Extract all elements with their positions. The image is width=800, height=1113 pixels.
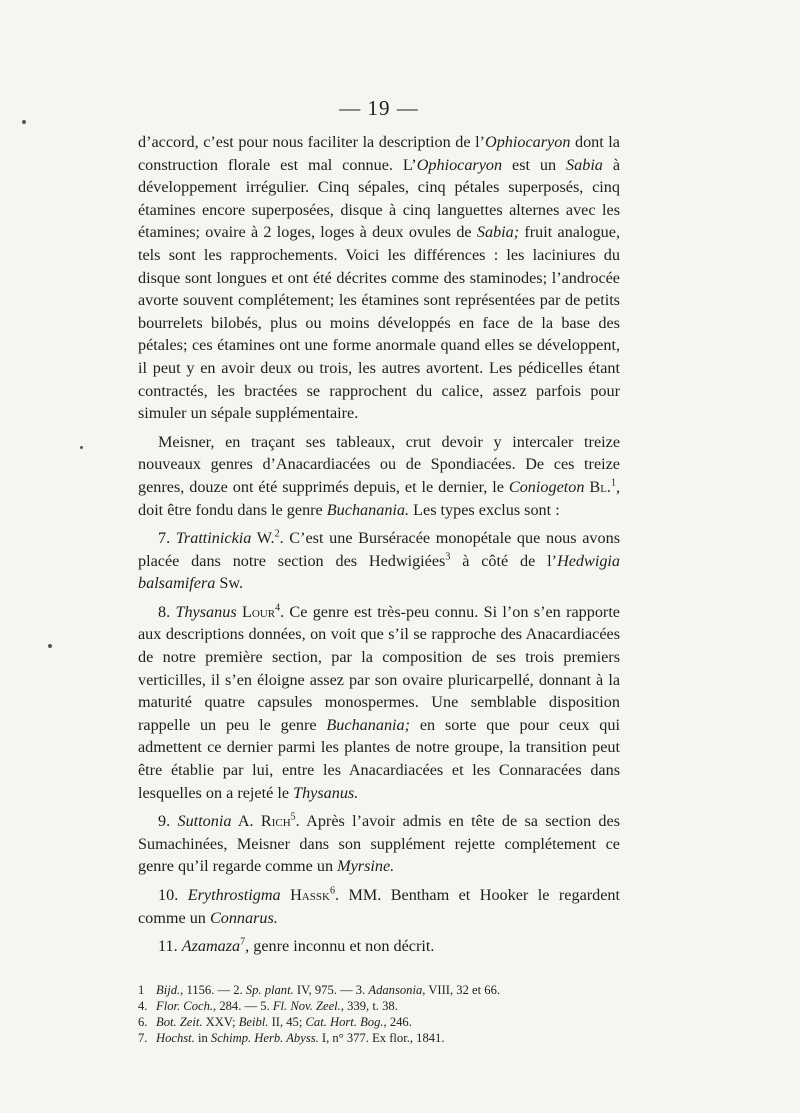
paragraph-2: Meisner, en traçant ses tableaux, crut devoir y intercaler treize nouveaux genres d’Anacardiacées ou de Spondiacées. De ces treize genres, douze ont été supprimés depuis, et le dernier, le Coniogeton Bl.$^1$, doit être fondu dans le genre Buchanania. Les types exclus sont : — [138, 432, 621, 519]
footnote-line-4: 7. Hochst. in Schimp. Herb. Abyss. I, n° 377. Ex flor., 1841. — [138, 1030, 445, 1045]
paragraph-7: 11. Azamaza$^7$, genre inconnu et non décrit. — [158, 936, 435, 956]
footnote-line-3: 6. Bot. Zeit. XXV; Beibl. II, 45; Cat. Hort. Bog., 246. — [138, 1014, 412, 1029]
footnote-line-1: 1 Bijd., 1156. — 2. Sp. plant. IV, 975. — 3. Adansonia, VIII, 32 et 66. — [138, 982, 501, 997]
paragraph-3: 7. Trattinickia W.$^2$. C’est une Burséracée monopétale que nous avons placée dans notre section des Hedwigiées$^3$ à côté de l’Hedwigia balsamifera Sw. — [138, 528, 621, 593]
footnote-line-2: 4. Flor. Coch., 284. — 5. Fl. Nov. Zeel., 339, t. 38. — [138, 998, 398, 1013]
paragraph-4: 8. Thysanus Lour$^4$. Ce genre est très-peu connu. Si l’on s’en rapporte aux descriptions données, on voit que s’il se rapproche des Anacardiacées de notre première section, par la composition de ses trois premiers verticilles, il s’en éloigne assez par son ovaire pluricarpellé, donnant à la maturité quatre capsules monospermes. Une semblable disposition rappelle un peu le genre Buchanania; en sorte que pour ceux qui admettent ce dernier parmi les plantes de notre groupe, la transition peut être établie par lui, entre les Anacardiacées et les Connaracées dans lesquelles on a rejeté le Thysanus. — [138, 602, 620, 802]
paper-speck — [48, 644, 52, 648]
paragraph-5: 9. Suttonia A. Rich$^5$. Après l’avoir admis en tête de sa section des Sumachinées, Meisner dans son supplément rejette complétement ce genre qu’il regarde comme un Myrsine. — [138, 811, 621, 876]
paragraph-1: d’accord, c’est pour nous faciliter la description de l’Ophiocaryon dont la construction florale est mal connue. L’Ophiocaryon est un Sabia à développement irrégulier. Cinq sépales, cinq pétales superposés, cinq étamines encore superposées, disque à cinq languettes alternes avec les étamines; ovaire à 2 loges, loges à deux ovules de Sabia; fruit analogue, tels sont les rapprochements. Voici les différences : les laciniures du disque sont longues et ont été décrites comme des staminodes; l’androcée avorte souvent complétement; les étamines sont représentées par de petits bourrelets bilobés, plus ou moins développés en face de la base des pétales; ces étamines ont une forme anormale quand elles se développent, il peut y en avoir deux ou trois, les autres avortent. Les pédicelles étant contractés, les bractées se rapprochent du calice, assez parfois pour simuler un sépale supplémentaire. — [138, 133, 621, 423]
document-page — [138, 96, 620, 1046]
paragraph-6: 10. Erythrostigma Hassk$^6$. MM. Bentham et Hooker le regardent comme un Connarus. — [138, 885, 621, 927]
footnotes — [138, 982, 620, 1046]
page-number: — 19 — — [339, 96, 419, 120]
paper-speck — [22, 120, 26, 124]
paper-speck — [80, 446, 83, 449]
